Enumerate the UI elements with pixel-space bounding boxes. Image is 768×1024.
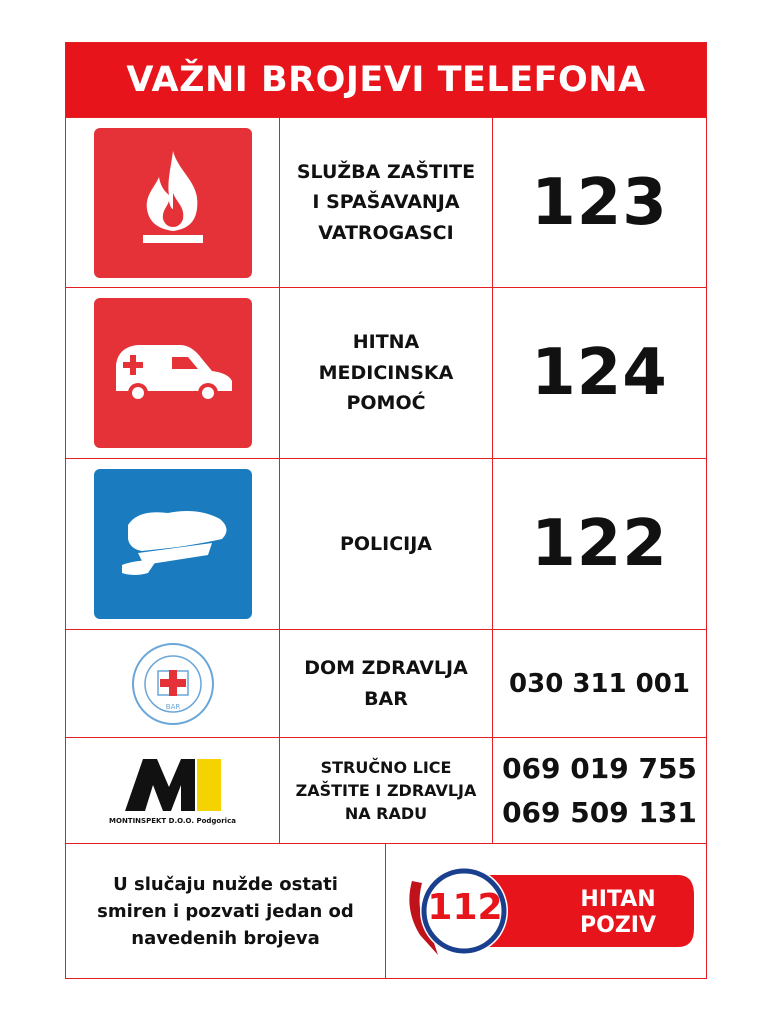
row-health-center xyxy=(66,629,706,737)
row-fire-service xyxy=(66,117,706,287)
row-ambulance xyxy=(66,287,706,458)
label-line: STRUČNO LICE xyxy=(320,757,452,777)
police-cap-icon xyxy=(94,469,252,619)
label-line: VATROGASCI xyxy=(318,221,454,244)
label-line: BAR xyxy=(364,687,408,710)
ambulance-icon xyxy=(94,298,252,448)
emergency-numbers-poster xyxy=(65,42,707,979)
row-police xyxy=(66,458,706,629)
phone-number: 122 xyxy=(531,507,668,581)
label-line: HITNA xyxy=(352,331,420,354)
badge-line1: HITAN xyxy=(580,887,656,912)
badge-number: 112 xyxy=(427,887,503,928)
label-line: DOM ZDRAVLJA xyxy=(304,657,468,680)
phone-number: 030 311 001 xyxy=(509,668,690,699)
phone-number: 124 xyxy=(531,336,668,410)
label-line: POMOĆ xyxy=(346,392,426,415)
footer-row xyxy=(66,843,706,978)
label-line: ZAŠTITE I ZDRAVLJA xyxy=(295,780,477,800)
label-line: MEDICINSKA xyxy=(318,361,454,384)
phone-number: 069 509 131 xyxy=(502,795,697,829)
montinspekt-logo-icon xyxy=(123,757,223,817)
logo-caption: MONTINSPEKT D.O.O. Podgorica xyxy=(109,816,236,825)
health-center-seal-icon xyxy=(130,641,216,727)
label-line: NA RADU xyxy=(344,804,428,824)
fire-icon xyxy=(94,128,252,278)
label-line: I SPAŠAVANJA xyxy=(312,191,460,214)
row-safety-officer xyxy=(66,737,706,843)
footer-message: U slučaju nužde ostati smiren i pozvati jedan od navedenih brojeva xyxy=(66,844,386,978)
emergency-112-badge xyxy=(398,859,694,963)
label-line: POLICIJA xyxy=(339,532,433,555)
phone-number: 123 xyxy=(531,165,668,240)
poster-title: VAŽNI BROJEVI TELEFONA xyxy=(66,43,706,117)
label-line: SLUŽBA ZAŠTITE xyxy=(296,160,476,183)
seal-text: BAR xyxy=(165,702,180,711)
phone-number: 069 019 755 xyxy=(502,752,697,786)
badge-line2: POZIV xyxy=(580,913,656,938)
